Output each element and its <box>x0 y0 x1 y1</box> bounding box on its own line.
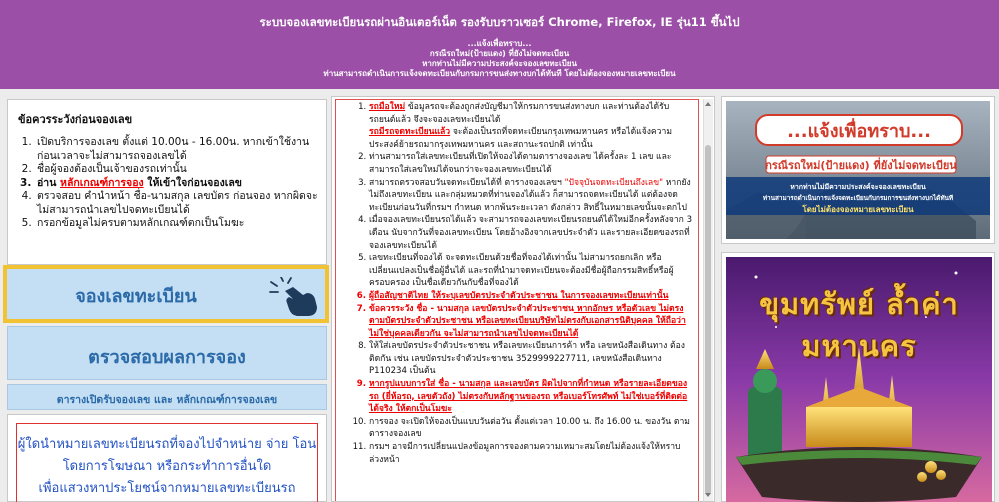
warning-line-2: โดยการโฆษณา หรือกระทำการอื่นใด <box>62 459 272 474</box>
precaution-item: 4. ตรวจสอบ คำนำหน้า ชื่อ-นามสกุล เลขบัตร ก่อนจอง หากผิดจะไม่สามารถนำเลขไปจดทะเบียนได้ <box>35 190 326 217</box>
warning-box <box>16 423 318 502</box>
banner1-line4: โดยไม่ต้องจองหมายเลขทะเบียน <box>802 205 914 214</box>
rules-scroll-thumb[interactable] <box>705 145 711 495</box>
precaution-item <box>35 177 326 191</box>
precaution-item: 1. เปิดบริการจองเลข ตั้งแต่ 10.00น - 16.00น. หากเข้าใช้งานก่อนเวลาจะไม่สามารถจองเลขได้ <box>35 136 326 163</box>
rule-item: 6. ผู้ถือสัญชาติไทย ให้ระบุเลขบัตรประจำตัวประชาชน ในการจองเลขทะเบียนเท่านั้น <box>369 290 694 303</box>
pointing-hand-icon <box>269 277 321 317</box>
rule-text: หากยังไม่ถึงเลขทะเบียน และกลุ่มหมวดที่ท่านจองได้แล้ว ก็สามารถจดทะเบียนได้ แต่ต้องจดทะเบียนก่อนวันที่กรมฯ กำหนด หากพ้นระยะเวลา ดังกล่าว สิทธิ์ในหมายเลขนั้นจะตกไป <box>369 177 691 213</box>
rule-text: จะต้องเป็นรถที่จดทะเบียนกรุงเทพมหานคร หรือได้แจ้งความประสงค์ย้ายรถมากรุงเทพมหานคร และสถานะรถปกติ เท่านั้น <box>369 127 673 150</box>
precautions-list <box>35 136 326 231</box>
precaution-item: 5. กรอกข้อมูลไม่ครบตามหลักเกณฑ์ตกเป็นโมฆะ <box>35 217 326 231</box>
book-plate-button[interactable] <box>3 265 329 323</box>
site-title: ระบบจองเลขทะเบียนรถผ่านอินเตอร์เน็ต รองรับบราวเซอร์ Chrome, Firefox, IE รุ่น11 ขึ้นไป <box>259 15 740 29</box>
warning-panel <box>7 414 327 502</box>
rule-text: ข้อมูลรถจะต้องถูกส่งบัญชีมาให้กรมการขนส่งทางบก และท่านต้องได้รับรถยนต์แล้ว จึงจะจองเลขทะเบียนได้ <box>369 102 670 125</box>
banner1-title: ...แจ้งเพื่อทราบ... <box>787 121 931 142</box>
rule-item: 4. เมื่อจองเลขทะเบียนรถได้แล้ว จะสามารถจองเลขทะเบียนรถยนต์ได้ใหม่อีกครั้งหลังจาก 3 เดือน นับจากวันที่จองเลขทะเบียน โดยอ้างอิงจากเลขประจำตัว และรายละเอียดของรถที่จองเลขทะเบียนได้ <box>369 214 694 252</box>
promo-banner-box <box>721 252 995 502</box>
rule-text: สามารถตรวจสอบวันจดทะเบียนได้ที่ ตารางจองเลขฯ <box>369 177 565 188</box>
check-result-button[interactable] <box>7 326 327 380</box>
promo-title-line1: ขุมทรัพย์ ล้ำค่า <box>759 287 959 321</box>
rule-item <box>369 177 694 215</box>
notice-line-2: กรณีรถใหม่(ป้ายแดง) ที่ยังไม่จดทะเบียน <box>429 49 570 58</box>
warning-line-1: ผู้ใดนำหมายเลขทะเบียนรถที่จองไปจำหน่าย จ่าย โอน <box>17 437 317 452</box>
rule-item: 11. กรมฯ อาจมีการเปลี่ยนแปลงข้อมูลการจองตามความเหมาะสมโดยไม่ต้องแจ้งให้ทราบล่วงหน้า <box>369 441 694 466</box>
scroll-up-arrow-icon[interactable] <box>704 100 712 108</box>
rule-item: 9. หากรูปแบบการใส่ ชื่อ - นามสกุล และเลขบัตร ผิดไปจากที่กำหนด หรือรายละเอียดของรถ (ยี่ห้อรถ, เลขตัวถัง) ไม่ตรงกับหลักฐานของรถ หรือเบอร์โทรศัพท์ ไม่ใช่เบอร์ที่ติดต่อได้จริง ให้ตกเป็นโมฆะ <box>369 378 694 416</box>
precaution-item-suffix: ให้เข้าใจก่อนจองเลข <box>143 176 242 189</box>
schedule-criteria-button[interactable] <box>7 384 327 410</box>
book-plate-label: จองเลขทะเบียน <box>75 286 197 307</box>
banner1-line1: กรณีรถใหม่(ป้ายแดง) ที่ยังไม่จดทะเบียน <box>765 159 957 172</box>
rule-item <box>369 303 694 341</box>
rule-item: 8. ให้ใส่เลขบัตรประจำตัวประชาชน หรือเลขทะเบียนการค้า หรือ เลขหนังสือเดินทาง ต้องติดกัน เช่น เลขบัตรประจำตัวประชาชน 3529999227711, เลขหนังสือเดินทาง P110234 เป็นต้น <box>369 340 694 378</box>
rule-text: หากอักษร หรือตัวเลข ไม่ตรงตามบัตรประจำตัวประชาชน หรือเลขทะเบียนบริษัทไม่ตรงกับเอกสารนิติบุคคล ให้ถือว่าไม่ใช่บุคคลเดียวกัน จะไม่สามารถนำเลขไปจดทะเบียนได้ <box>369 303 686 339</box>
rule-item: 10. การจอง จะเปิดให้จองเป็นแบบวันต่อวัน ตั้งแต่เวลา 10.00 น. ถึง 16.00 น. ของวัน ตามตารางจองเลข <box>369 416 694 441</box>
banner1-line2: หากท่านไม่มีความประสงค์จะจองเลขทะเบียน <box>790 183 926 191</box>
rule-item: 2. ท่านสามารถใส่เลขทะเบียนที่เปิดให้จองได้ตามตารางจองเลข ได้ครั้งละ 1 เลข และสามารถใส่เลขใหม่ได้จนกว่าจะจองเลขทะเบียนได้ <box>369 151 694 176</box>
notice-line-3: หากท่านไม่มีความประสงค์จะจองเลขทะเบียน <box>422 59 577 68</box>
rule-highlight: "ปัจจุบันจดทะเบียนถึงเลข" <box>564 177 664 188</box>
rule-label: รถมีรถจดทะเบียนแล้ว <box>369 127 451 138</box>
precautions-title: ข้อควรระวังก่อนจองเลข <box>18 113 133 126</box>
rule-item <box>369 101 694 151</box>
header-banner <box>0 0 999 89</box>
precaution-item-prefix: อ่าน <box>37 176 61 189</box>
schedule-criteria-label: ตารางเปิดรับจองเลข และ หลักเกณฑ์การจองเลข <box>56 394 278 406</box>
notice-banner-box <box>721 96 995 244</box>
rules-panel[interactable] <box>331 96 715 502</box>
rules-list <box>342 101 694 466</box>
rule-label: รถมือใหม่ <box>369 102 406 112</box>
notice-line-4: ท่านสามารถดำเนินการแจ้งจดทะเบียนกับกรมการขนส่งทางบกได้ทันที โดยไม่ต้องจองหมายเลขทะเบียน <box>323 69 676 78</box>
warning-line-3: เพื่อแสวงหาประโยชน์จากหมายเลขทะเบียนรถ <box>38 481 296 496</box>
promo-banner[interactable] <box>726 257 992 502</box>
banner1-line3: ท่านสามารถดำเนินการแจ้งจดทะเบียนกับกรมการขนส่งทางบกได้ทันที <box>762 194 954 202</box>
precautions-panel <box>7 99 327 265</box>
notice-banner-image <box>726 101 990 239</box>
promo-title-line2: มหานคร <box>801 329 917 363</box>
criteria-link[interactable]: หลักเกณฑ์การจอง <box>60 176 144 189</box>
promo-title <box>726 281 992 369</box>
scroll-down-arrow-icon[interactable] <box>704 491 712 499</box>
rule-label: ข้อควรระวัง ชื่อ - นามสกุล เลขบัตรประจำตัวประชาชน <box>369 303 574 314</box>
notice-line-1: ...แจ้งเพื่อทราบ... <box>467 39 532 48</box>
precaution-item: 2. ชื่อผู้จองต้องเป็นเจ้าของรถเท่านั้น <box>35 163 326 177</box>
notice-banner[interactable] <box>726 101 990 239</box>
check-result-label: ตรวจสอบผลการจอง <box>88 347 246 368</box>
rule-item: 5. เลขทะเบียนที่จองได้ จะจดทะเบียนด้วยชื่อที่จองได้เท่านั้น ไม่สามารถยกเลิก หรือเปลี่ยนแปลงเป็นชื่อผู้อื่นได้ และรถที่นำมาจดทะเบียนจะต้องมีชื่อผู้ถือกรรมสิทธิ์หรือผู้ครอบครอง เป็นชื่อเดียวกันกับชื่อที่จองได้ <box>369 252 694 290</box>
